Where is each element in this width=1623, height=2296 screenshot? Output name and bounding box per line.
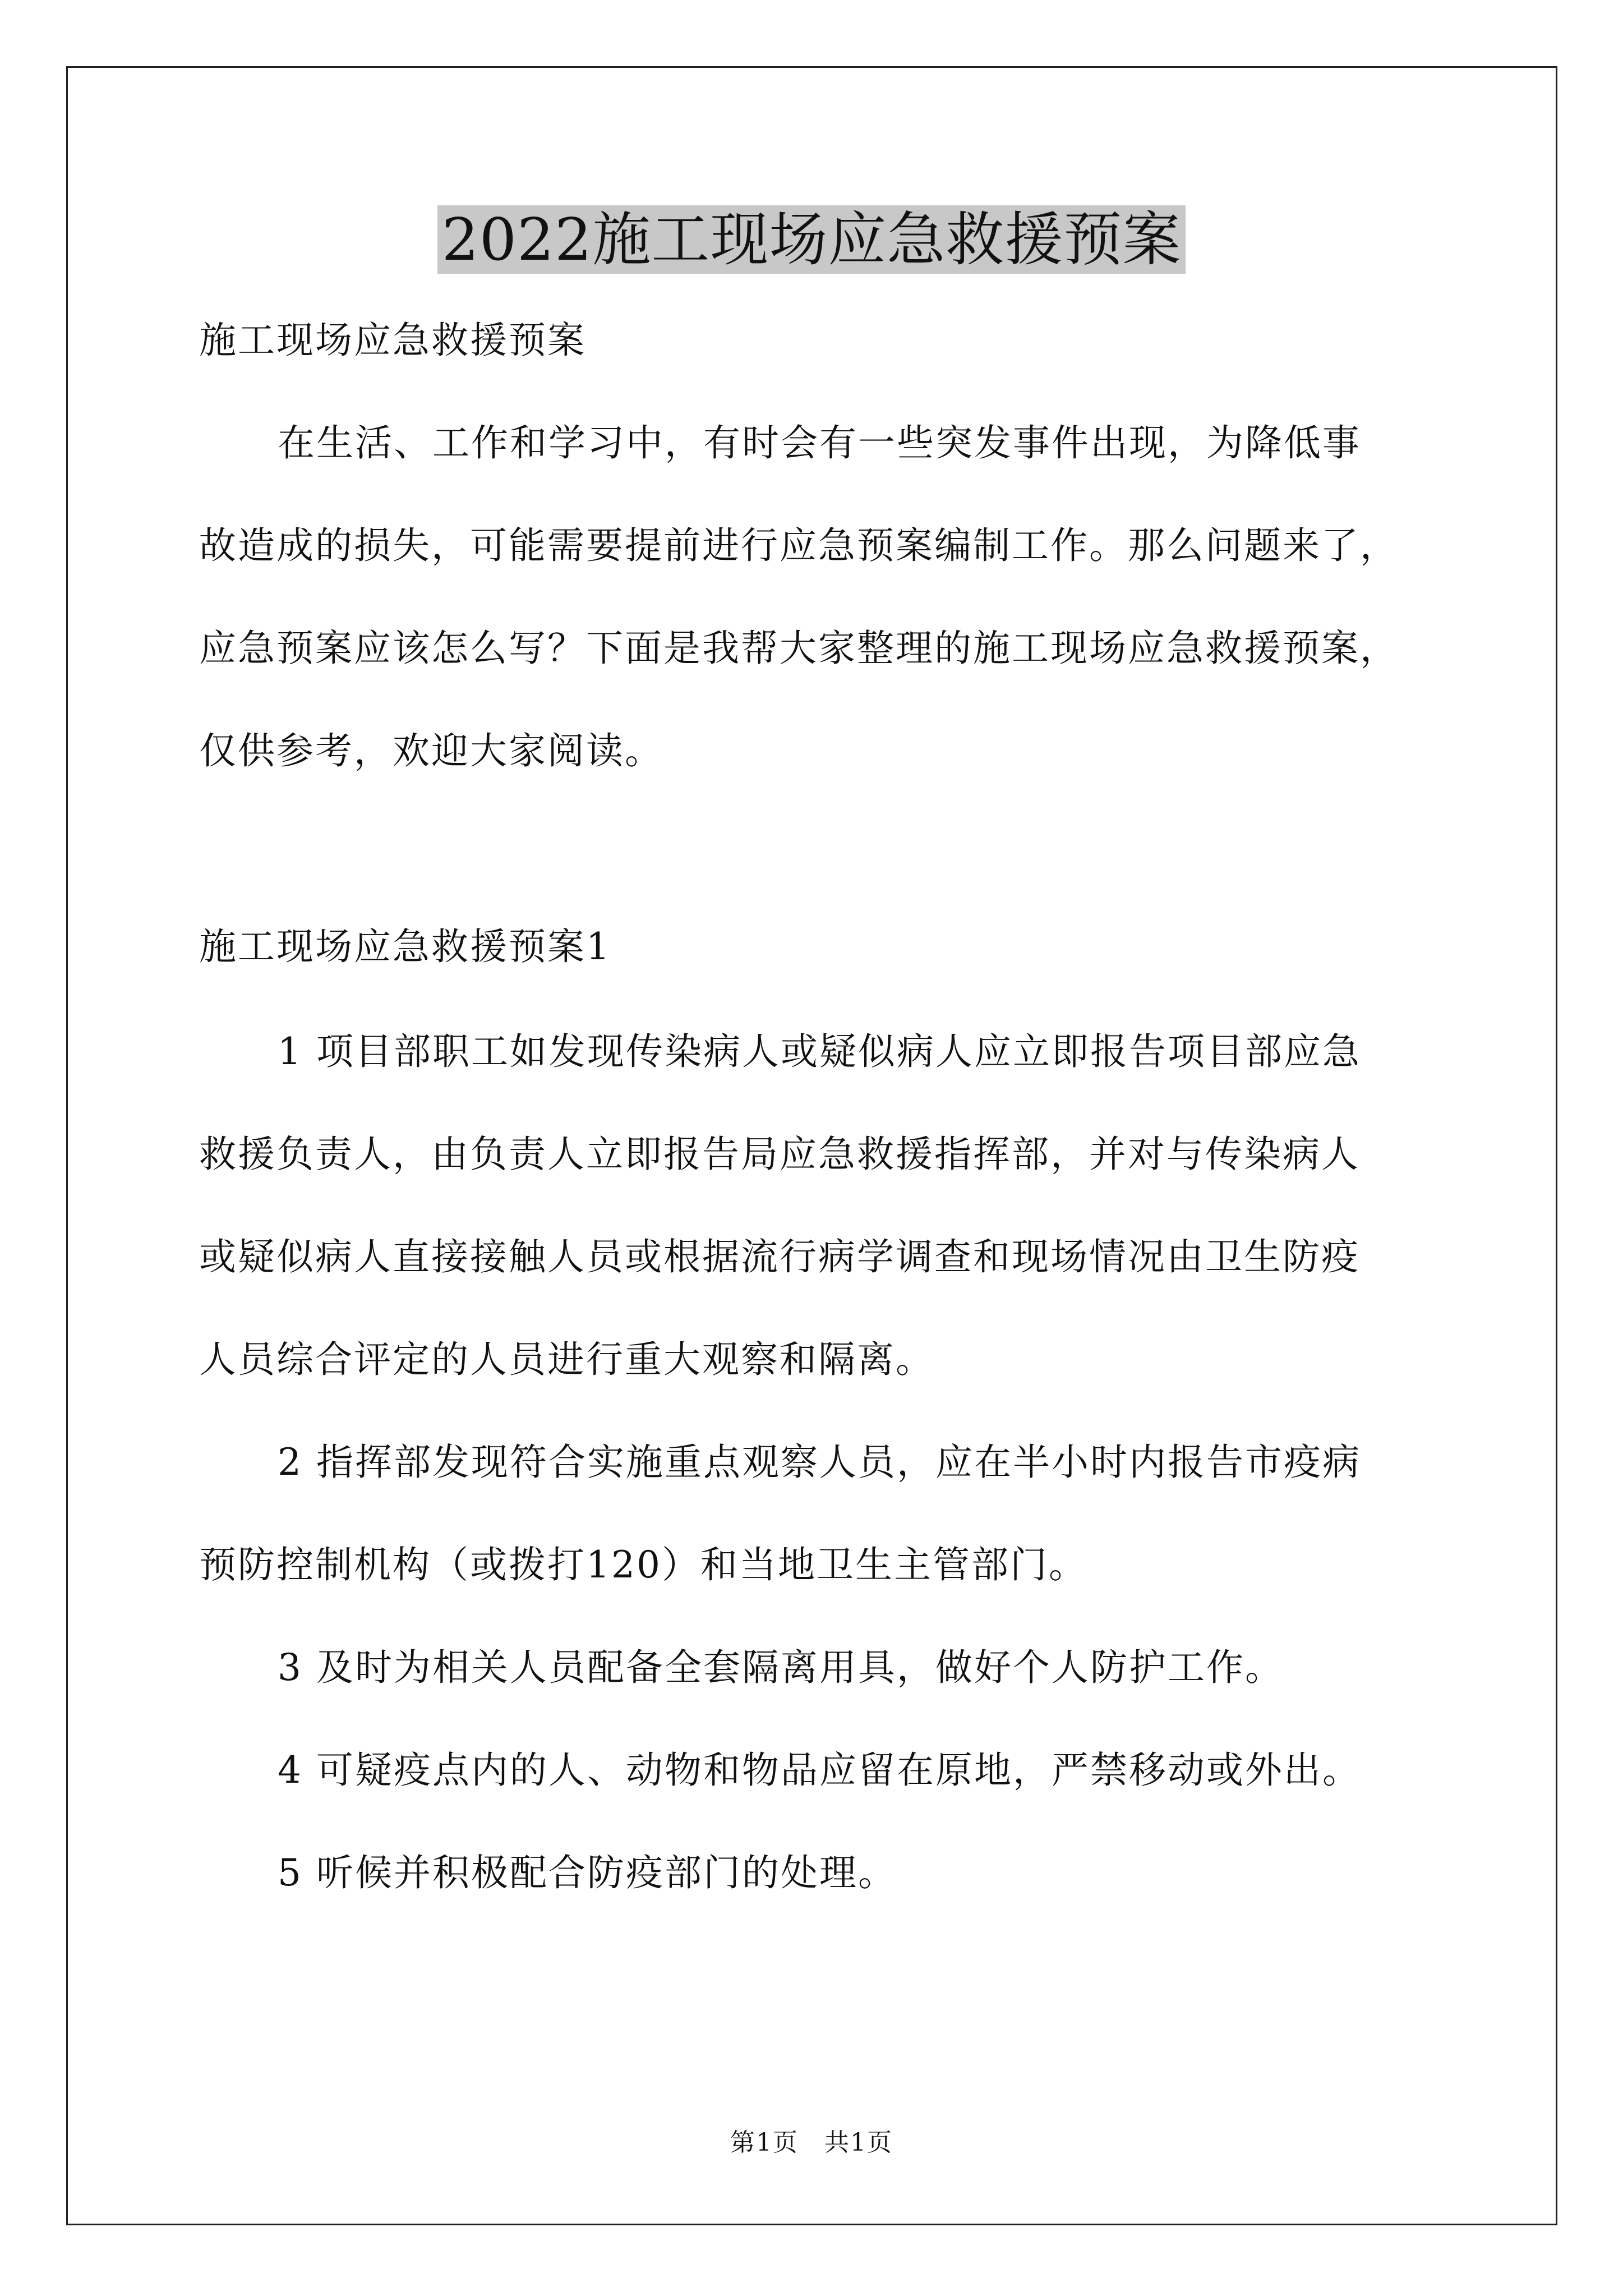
item-1-line-1: 1 项目部职工如发现传染病人或疑似病人应立即报告项目部应急 — [278, 1030, 1361, 1073]
item-1-line-4: 人员综合评定的人员进行重大观察和隔离。 — [199, 1338, 934, 1381]
item-1-line-3: 或疑似病人直接接触人员或根据流行病学调查和现场情况由卫生防疫 — [199, 1235, 1360, 1278]
item-1-line-2: 救援负责人，由负责人立即报告局应急救援指挥部，并对与传染病人 — [199, 1133, 1360, 1176]
intro-line-4: 仅供参考，欢迎大家阅读。 — [199, 729, 663, 772]
intro-line-2: 故造成的损失，可能需要提前进行应急预案编制工作。那么问题来了， — [199, 524, 1399, 567]
section-heading: 施工现场应急救援预案1 — [199, 925, 611, 968]
item-4-line-1: 4 可疑疫点内的人、动物和物品应留在原地，严禁移动或外出。 — [278, 1749, 1361, 1792]
item-2-line-1: 2 指挥部发现符合实施重点观察人员，应在半小时内报告市疫病 — [278, 1441, 1361, 1484]
item-3-line-1: 3 及时为相关人员配备全套隔离用具，做好个人防护工作。 — [278, 1646, 1284, 1689]
document-title — [0, 203, 1623, 276]
item-2-line-2: 预防控制机构（或拨打120）和当地卫生主管部门。 — [199, 1543, 1087, 1586]
intro-line-3: 应急预案应该怎么写？下面是我帮大家整理的施工现场应急救援预案， — [199, 627, 1399, 670]
item-5-line-1: 5 听候并积极配合防疫部门的处理。 — [278, 1851, 897, 1894]
document-title-text: 2022施工现场应急救援预案 — [437, 205, 1186, 274]
page-footer: 第1页 共1页 — [730, 2128, 893, 2157]
document-subtitle: 施工现场应急救援预案 — [199, 319, 586, 362]
intro-line-1: 在生活、工作和学习中，有时会有一些突发事件出现，为降低事 — [278, 421, 1361, 464]
